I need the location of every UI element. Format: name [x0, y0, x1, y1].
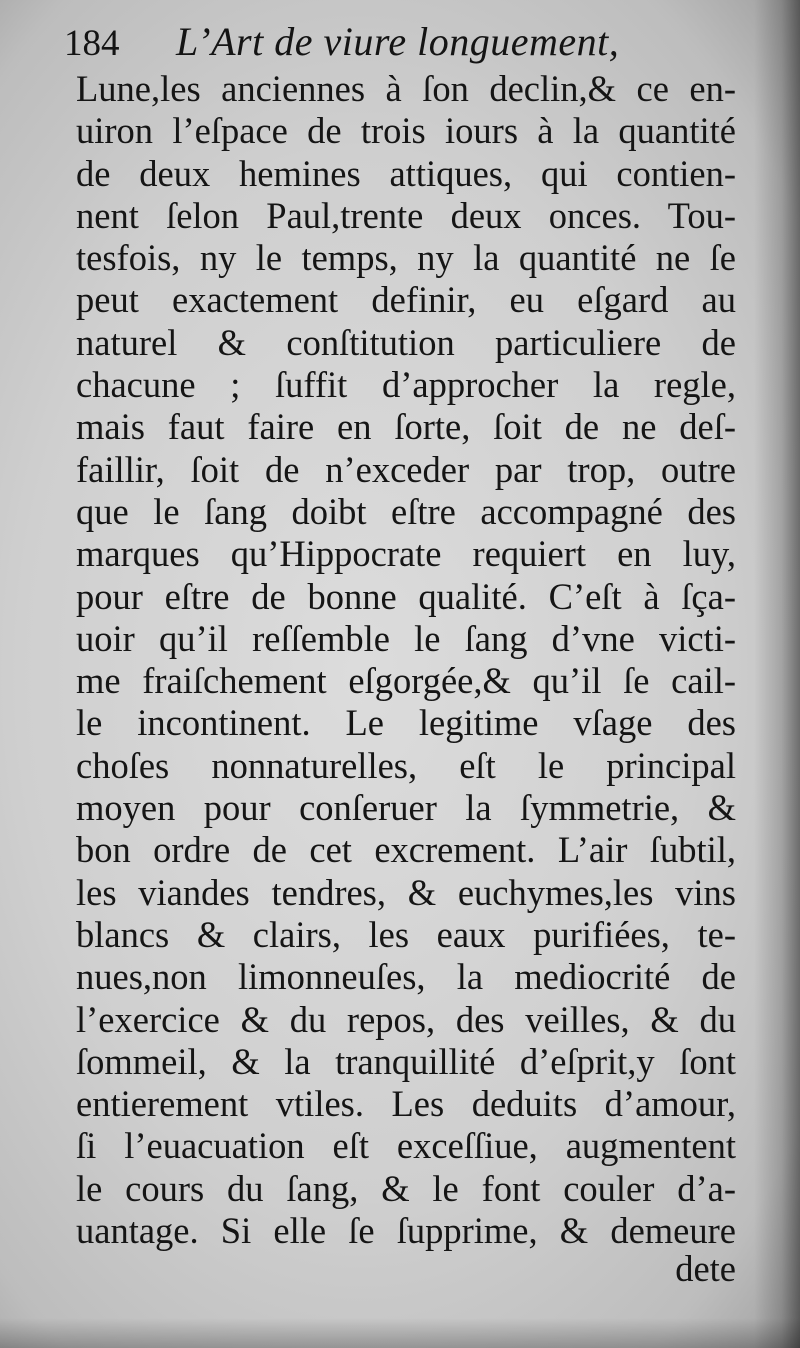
text-line: peut exactement definir, eu eſgard au — [76, 279, 736, 321]
text-line: uoir qu’il reſſemble le ſang d’vne victi- — [76, 617, 736, 659]
text-line: pour eſtre de bonne qualité. C’eſt à ſça- — [76, 575, 736, 617]
text-line: uiron l’eſpace de trois iours à la quantité — [76, 110, 736, 152]
page-edge-shadow — [754, 0, 800, 1348]
text-line: nues,non limonneuſes, la mediocrité de — [76, 956, 736, 998]
text-line: choſes nonnaturelles, eſt le principal — [76, 744, 736, 786]
text-line: naturel & conſtitution particuliere de — [76, 321, 736, 363]
text-line: de deux hemines attiques, qui contien- — [76, 152, 736, 194]
text-line: moyen pour conſeruer la ſymmetrie, & — [76, 787, 736, 829]
text-line: entierement vtiles. Les deduits d’amour, — [76, 1083, 736, 1125]
text-line: uantage. Si elle ſe ſupprime, & demeure — [76, 1210, 736, 1252]
page-number: 184 — [64, 23, 120, 64]
page-bottom-shadow — [0, 1318, 800, 1348]
text-line: marques qu’Hippocrate requiert en luy, — [76, 533, 736, 575]
text-line: que le ſang doibt eſtre accompagné des — [76, 490, 736, 532]
text-line: Lune,les anciennes à ſon declin,& ce en- — [76, 68, 736, 109]
text-line: me fraiſchement eſgorgée,& qu’il ſe cail- — [76, 660, 736, 702]
text-line: les viandes tendres, & euchymes,les vins — [76, 871, 736, 913]
running-title: L’Art de viure longuement, — [176, 19, 620, 64]
text-line: l’exercice & du repos, des veilles, & du — [76, 998, 736, 1040]
text-line: bon ordre de cet excrement. L’air ſubtil, — [76, 829, 736, 871]
catchword: dete — [675, 1248, 736, 1289]
text-line: le incontinent. Le legitime vſage des — [76, 702, 736, 744]
text-line: ſommeil, & la tranquillité d’eſprit,y ſont — [76, 1040, 736, 1082]
text-line: blancs & clairs, les eaux purifiées, te- — [76, 913, 736, 955]
text-line: tesfois, ny le temps, ny la quantité ne ſe — [76, 237, 736, 279]
body-text — [76, 68, 736, 1252]
text-line: ſi l’euacuation eſt exceſſiue, augmentent — [76, 1125, 736, 1167]
page-header — [64, 18, 744, 72]
text-line: chacune ; ſuffit d’approcher la regle, — [76, 364, 736, 406]
text-line: faillir, ſoit de n’exceder par trop, outre — [76, 448, 736, 490]
text-line: mais faut faire en ſorte, ſoit de ne deſ- — [76, 406, 736, 448]
text-line: le cours du ſang, & le font couler d’a- — [76, 1167, 736, 1209]
text-line: nent ſelon Paul,trente deux onces. Tou- — [76, 194, 736, 236]
